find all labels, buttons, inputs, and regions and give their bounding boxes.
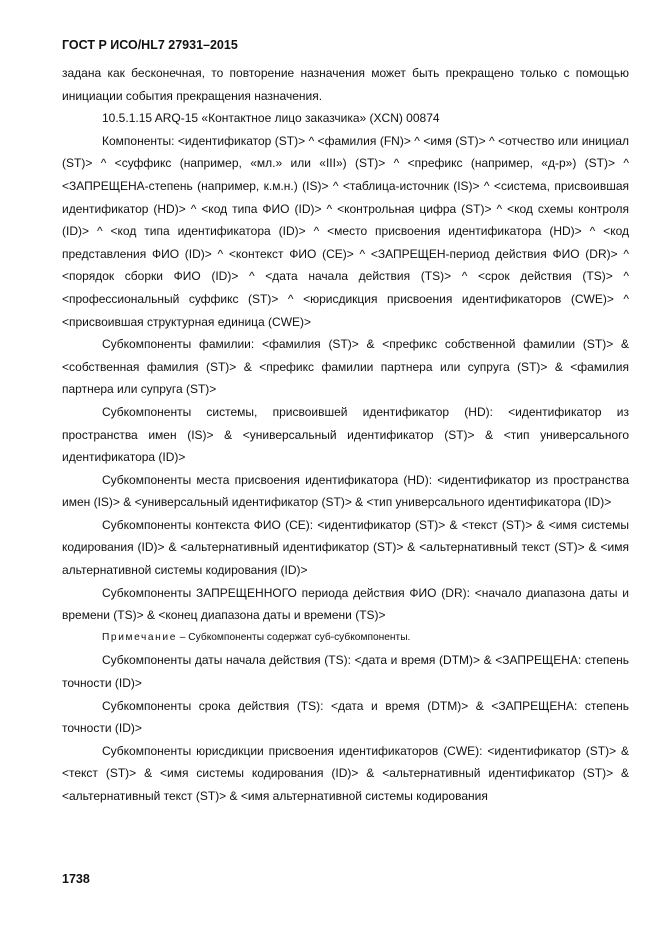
note-text: – Субкомпоненты содержат суб-субкомпоненты. [176, 631, 411, 643]
paragraph-validity-range-subcomponents: Субкомпоненты ЗАПРЕЩЕННОГО периода действия ФИО (DR): <начало диапазона даты и времени (TS)> & <конец диапазона даты и времени (TS)> [62, 585, 629, 623]
section-heading: 10.5.1.15 ARQ-15 «Контактное лицо заказчика» (XCN) 00874 [102, 111, 440, 126]
paragraph-assigning-facility-subcomponents: Субкомпоненты места присвоения идентификатора (HD): <идентификатор из пространства имен (IS)> & <универсальный идентификатор (ST)> & <тип универсального идентификатора (ID)> [62, 472, 629, 510]
paragraph-jurisdiction-subcomponents: Субкомпоненты юрисдикции присвоения идентификаторов (CWE): <идентификатор (ST)> & <текст (ST)> & <имя системы кодирования (ID)> & <альтернативный идентификатор (ST)> & <альтернативный текст (ST)> & <имя альтернативной системы кодирования [62, 743, 629, 803]
page-number: 1738 [62, 872, 90, 886]
paragraph-components: Компоненты: <идентификатор (ST)> ^ <фамилия (FN)> ^ <имя (ST)> ^ <отчество или инициал (ST)> ^ <суффикс (например, «мл.» или «III») (ST)> ^ <префикс (например, «д-р») (ST)> ^ <ЗАПРЕЩЕНА-степень (например, к.м.н.) (IS)> ^ <таблица-источник (IS)> ^ <система, присвоившая идентификатор (HD)> ^ <код типа ФИО (ID)> ^ <контрольная цифра (ST)> ^ <код схемы контроля (ID)> ^ <код типа идентификатора (ID)> ^ <место присвоения идентификатора (HD)> ^ <код представления ФИО (ID)> ^ <контекст ФИО (CE)> ^ <ЗАПРЕЩЕН-период действия ФИО (DR)> ^ <порядок сборки ФИО (ID)> ^ <дата начала действия (TS)> ^ <срок действия (TS)> ^ <профессиональный суффикс (ST)> ^ <юрисдикция присвоения идентификаторов (CWE)> ^ <присвоившая структурная единица (CWE)> [62, 133, 629, 329]
page-content [62, 62, 629, 808]
note [62, 627, 629, 650]
document-header: ГОСТ Р ИСО/HL7 27931–2015 [62, 38, 238, 52]
paragraph-name-context-subcomponents: Субкомпоненты контекста ФИО (CE): <идентификатор (ST)> & <текст (ST)> & <имя системы кодирования (ID)> & <альтернативный идентификатор (ST)> & <альтернативный текст (ST)> & <имя альтернативной системы кодирования (ID)> [62, 517, 629, 578]
note-label: Примечание [102, 631, 177, 643]
paragraph-continuation: задана как бесконечная, то повторение назначения может быть прекращено только с помощью инициации события прекращения назначения. [62, 66, 629, 103]
paragraph-effective-date-subcomponents: Субкомпоненты даты начала действия (TS): <дата и время (DTM)> & <ЗАПРЕЩЕНА: степень точности (ID)> [62, 653, 629, 691]
paragraph-expiration-date-subcomponents: Субкомпоненты срока действия (TS): <дата и время (DTM)> & <ЗАПРЕЩЕНА: степень точности (ID)> [62, 698, 629, 736]
paragraph-surname-subcomponents: Субкомпоненты фамилии: <фамилия (ST)> & <префикс собственной фамилии (ST)> & <собственная фамилия (ST)> & <префикс фамилии партнера или супруга (ST)> & <фамилия партнера или супруга (ST)> [62, 337, 629, 397]
paragraph-assigning-system-subcomponents: Субкомпоненты системы, присвоившей идентификатор (HD): <идентификатор из пространства имен (IS)> & <универсальный идентификатор (ST)> & <тип универсального идентификатора (ID)> [62, 404, 629, 465]
